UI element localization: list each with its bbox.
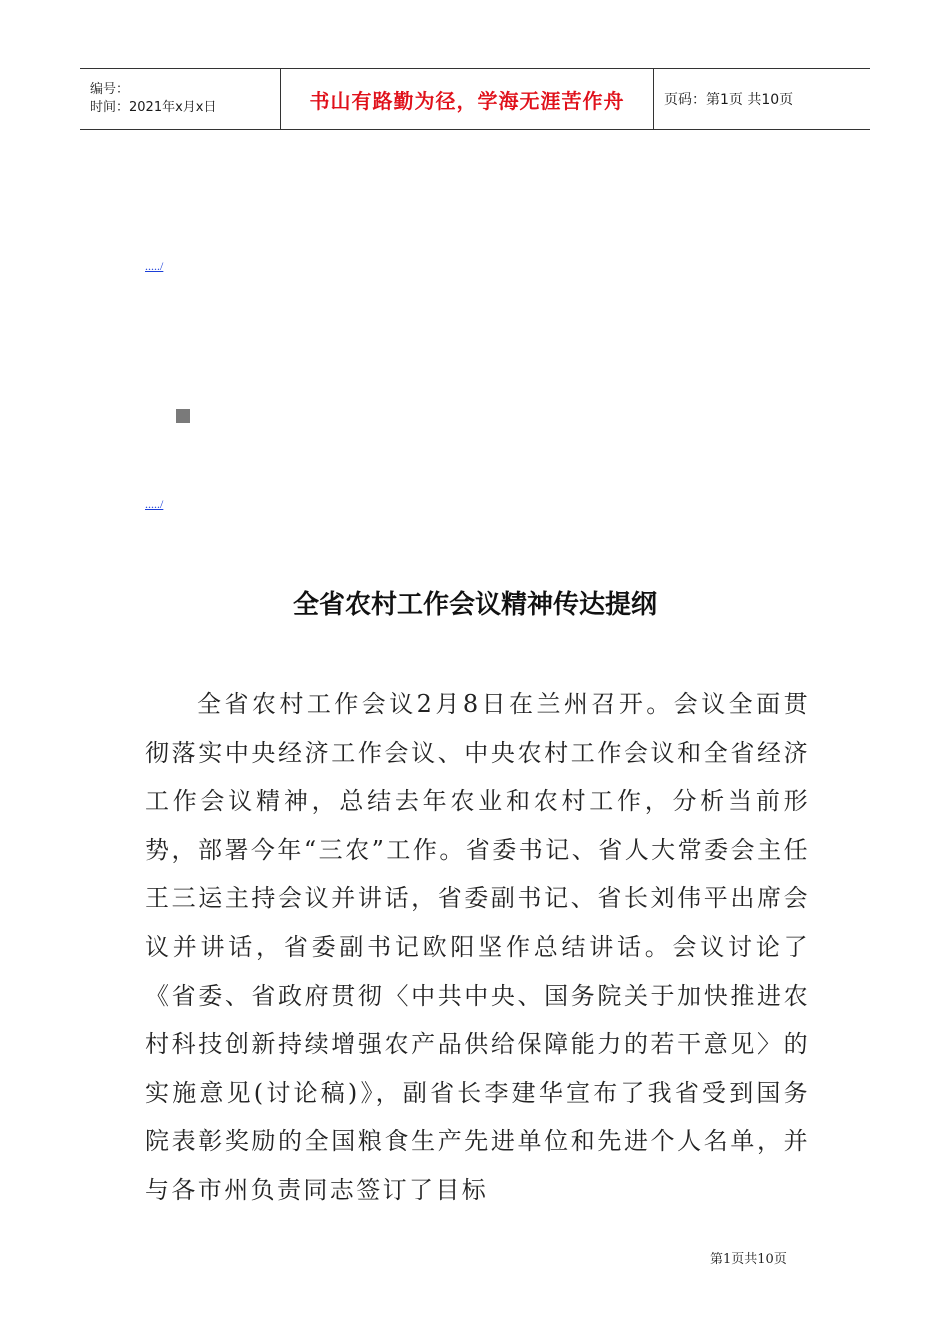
- header-motto: 书山有路勤为径，学海无涯苦作舟: [281, 69, 654, 129]
- document-header: [80, 68, 870, 130]
- body-paragraph: 全省农村工作会议2月8日在兰州召开。会议全面贯彻落实中央经济工作会议、中央农村工作会议和全省经济工作会议精神，总结去年农业和农村工作，分析当前形势，部署今年“三农”工作。省委书记、省人大常委会主任王三运主持会议并讲话，省委副书记、省长刘伟平出席会议并讲话，省委副书记欧阳坚作总结讲话。会议讨论了《省委、省政府贯彻〈中共中央、国务院关于加快推进农村科技创新持续增强农产品供给保障能力的若干意见〉的实施意见(讨论稿)》，副省长李建华宣布了我省受到国务院表彰奖励的全国粮食生产先进单位和先进个人名单，并与各市州负责同志签订了目标: [145, 690, 810, 1204]
- link-2[interactable]: ...../: [145, 497, 164, 511]
- header-meta: [80, 69, 281, 129]
- document-title: 全省农村工作会议精神传达提纲: [292, 590, 657, 620]
- number-label: 编号：: [90, 82, 130, 97]
- header-page-info: 页码：第1页 共10页: [664, 92, 794, 108]
- footer-page-info: 第1页共10页: [710, 1252, 787, 1267]
- square-icon: [176, 409, 190, 423]
- link-1[interactable]: ...../: [145, 259, 164, 273]
- time-label: 时间：2021年x月x日: [90, 100, 217, 115]
